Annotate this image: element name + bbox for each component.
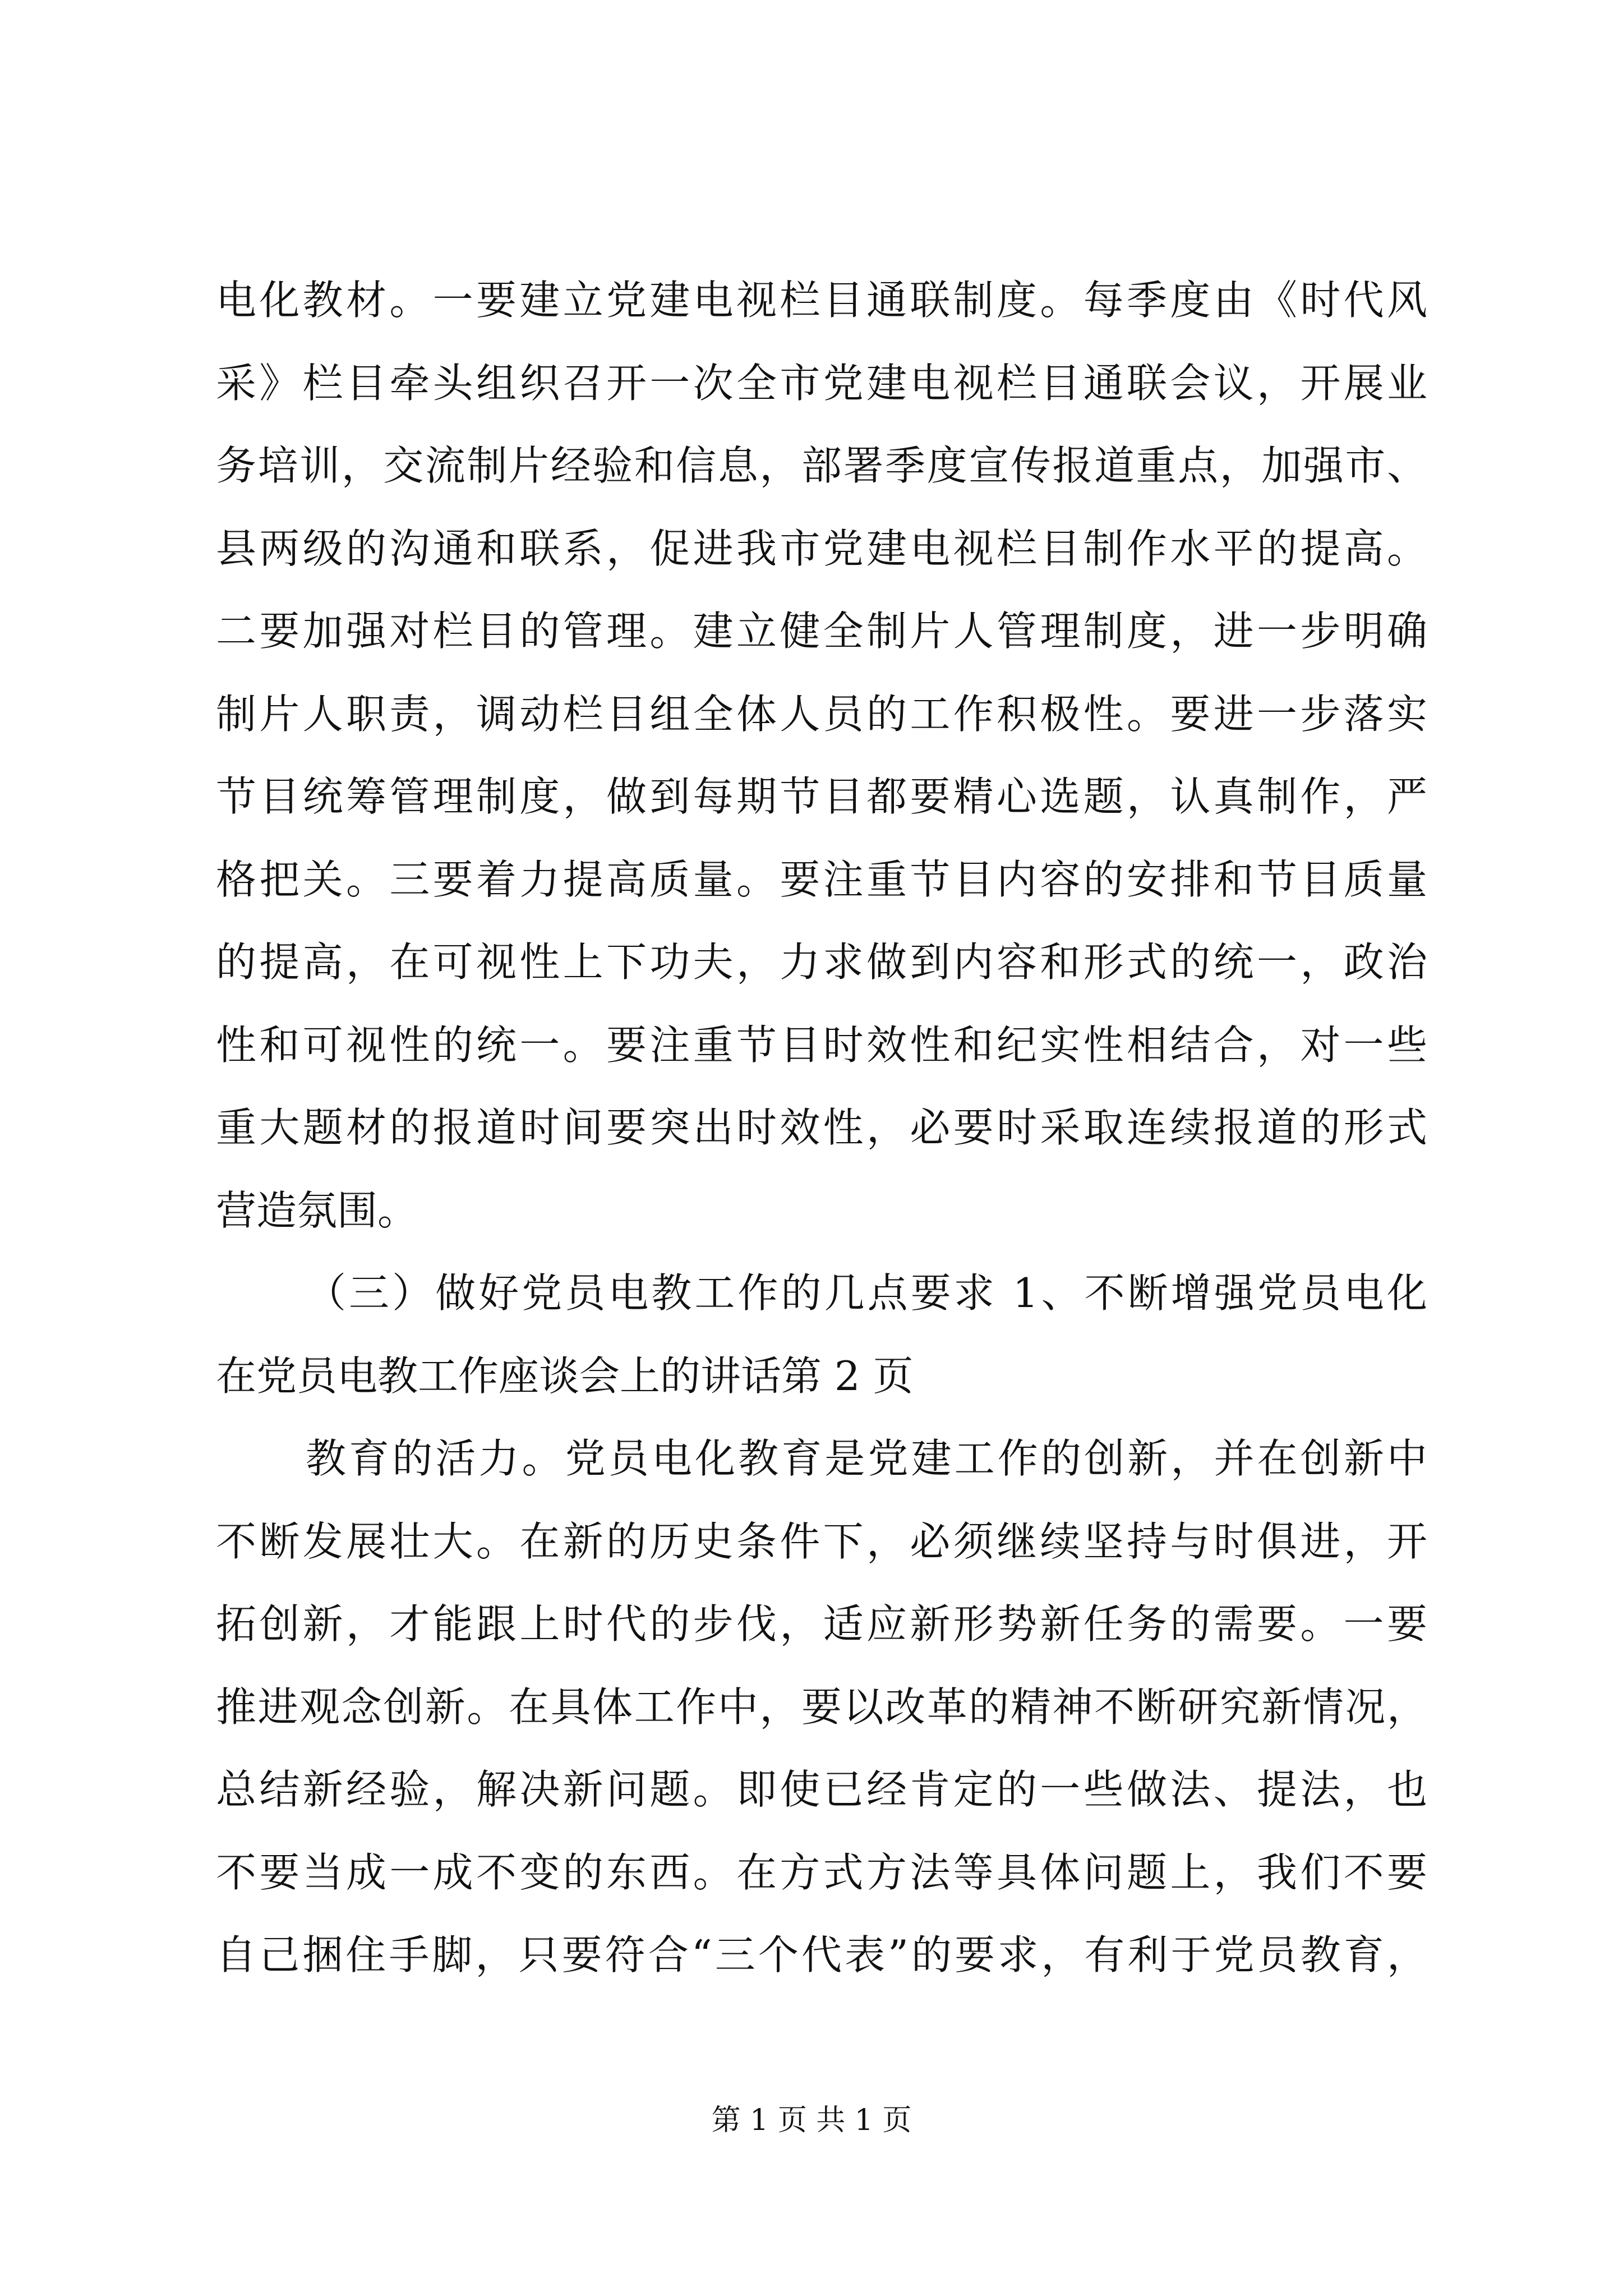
text-line: 教育的活力。党员电化教育是党建工作的创新，并在创新中 [306, 1435, 1427, 1482]
page-footer: 第 1 页 共 1 页 [711, 2104, 912, 2137]
text-line: 不断发展壮大。在新的历史条件下，必须继续坚持与时俱进，开 [216, 1517, 1427, 1565]
document-body [216, 259, 1427, 1997]
text-line: 重大题材的报道时间要突出时效性，必要时采取连续报道的形式 [216, 1104, 1427, 1151]
text-line: 电化教材。一要建立党建电视栏目通联制度。每季度由《时代风 [216, 277, 1427, 324]
text-line: 节目统筹管理制度，做到每期节目都要精心选题，认真制作，严 [216, 773, 1427, 820]
text-line: 格把关。三要着力提高质量。要注重节目内容的安排和节目质量 [216, 855, 1427, 903]
text-line: 采》栏目牵头组织召开一次全市党建电视栏目通联会议，开展业 [216, 359, 1427, 407]
text-line: 务培训，交流制片经验和信息，部署季度宣传报道重点，加强市、 [216, 442, 1427, 489]
text-line: 县两级的沟通和联系，促进我市党建电视栏目制作水平的提高。 [216, 524, 1427, 572]
text-line: 营造氛围。 [216, 1186, 418, 1234]
text-line: 的提高，在可视性上下功夫，力求做到内容和形式的统一，政治 [216, 938, 1427, 986]
text-line: 性和可视性的统一。要注重节目时效性和纪实性相结合，对一些 [216, 1021, 1427, 1069]
text-line: 拓创新，才能跟上时代的步伐，适应新形势新任务的需要。一要 [216, 1600, 1427, 1648]
text-line: 自己捆住手脚，只要符合“三个代表”的要求，有利于党员教育， [216, 1931, 1427, 1978]
section-heading-line: （三）做好党员电教工作的几点要求 1、不断增强党员电化 [306, 1269, 1427, 1317]
text-line: 在党员电教工作座谈会上的讲话第 2 页 [216, 1352, 914, 1400]
text-line: 不要当成一成不变的东西。在方式方法等具体问题上，我们不要 [216, 1848, 1427, 1896]
text-line: 总结新经验，解决新问题。即使已经肯定的一些做法、提法，也 [216, 1766, 1427, 1813]
text-line: 制片人职责，调动栏目组全体人员的工作积极性。要进一步落实 [216, 690, 1427, 738]
text-line: 推进观念创新。在具体工作中，要以改革的精神不断研究新情况， [216, 1683, 1427, 1731]
text-line: 二要加强对栏目的管理。建立健全制片人管理制度，进一步明确 [216, 608, 1427, 655]
